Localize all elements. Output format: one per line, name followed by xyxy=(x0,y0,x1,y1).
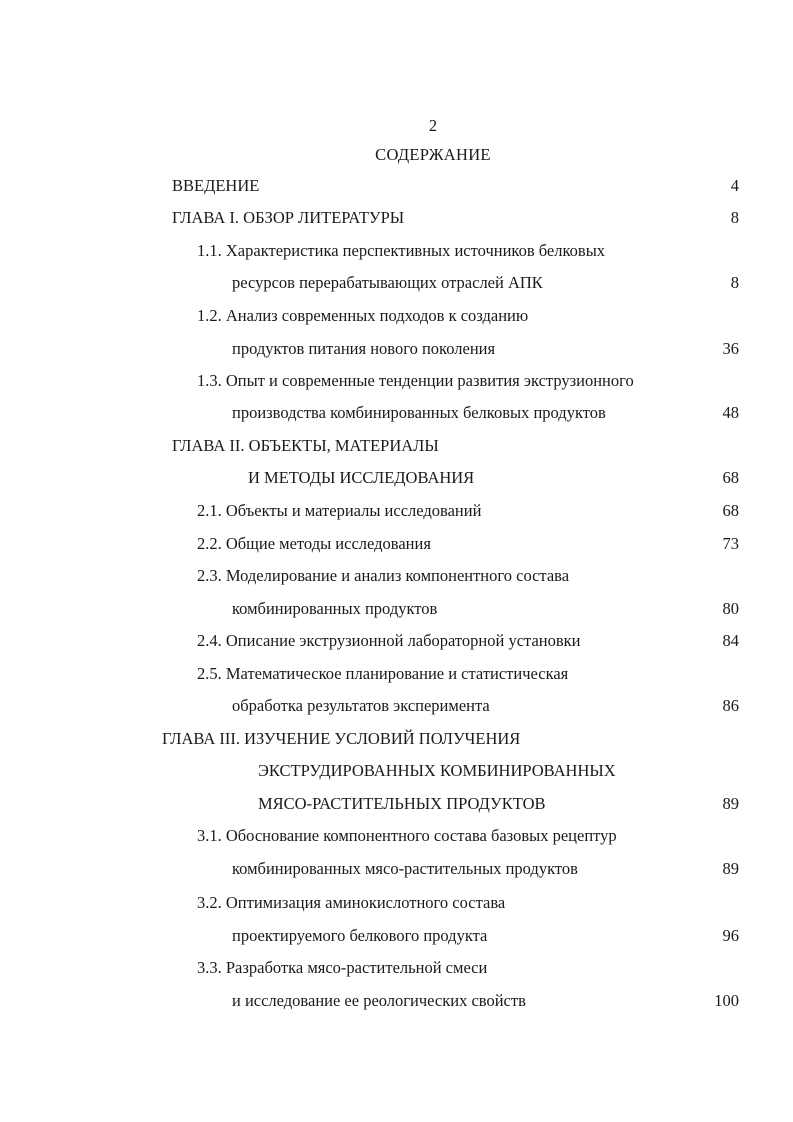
toc-ch3-line2: ЭКСТРУДИРОВАННЫХ КОМБИНИРОВАННЫХ xyxy=(258,761,616,780)
toc-3-1-line1: 3.1. Обоснование компонентного состава базовых рецептур xyxy=(197,826,617,845)
toc-1-2-line2: продуктов питания нового поколения xyxy=(232,339,496,358)
toc-3-2-page: 96 xyxy=(722,926,739,945)
toc-3-3-page: 100 xyxy=(714,991,739,1010)
toc-1-2-page: 36 xyxy=(722,339,739,358)
toc-ch3-page: 89 xyxy=(722,794,739,813)
page-title: СОДЕРЖАНИЕ xyxy=(375,145,491,164)
toc-3-2-line1: 3.2. Оптимизация аминокислотного состава xyxy=(197,893,506,912)
toc-3-3-line1: 3.3. Разработка мясо-растительной смеси xyxy=(197,958,488,977)
toc-1-3-page: 48 xyxy=(722,403,739,422)
toc-2-1-page: 68 xyxy=(722,501,739,520)
page-number: 2 xyxy=(428,116,438,135)
toc-2-3-page: 80 xyxy=(722,599,739,618)
toc-2-4-text: 2.4. Описание экструзионной лабораторной установки xyxy=(197,631,581,650)
toc-ch1-text: ГЛАВА I. ОБЗОР ЛИТЕРАТУРЫ xyxy=(172,208,405,227)
toc-ch3-line1: ГЛАВА III. ИЗУЧЕНИЕ УСЛОВИЙ ПОЛУЧЕНИЯ xyxy=(162,729,521,748)
toc-1-1-page: 8 xyxy=(730,273,739,292)
toc-1-3-line2: производства комбинированных белковых продуктов xyxy=(232,403,606,422)
toc-1-3-line1: 1.3. Опыт и современные тенденции развития экструзионного xyxy=(197,371,634,390)
toc-2-4-page: 84 xyxy=(722,631,739,650)
toc-1-1-line2: ресурсов перерабатывающих отраслей АПК xyxy=(232,273,543,292)
toc-3-1-line2: комбинированных мясо-растительных продуктов xyxy=(232,859,578,878)
toc-3-3-line2: и исследование ее реологических свойств xyxy=(232,991,526,1010)
toc-intro-page: 4 xyxy=(730,176,739,195)
toc-ch2-line1: ГЛАВА II. ОБЪЕКТЫ, МАТЕРИАЛЫ xyxy=(172,436,439,455)
toc-2-2-page: 73 xyxy=(722,534,739,553)
toc-2-3-line1: 2.3. Моделирование и анализ компонентного состава xyxy=(197,566,570,585)
toc-2-5-line2: обработка результатов эксперимента xyxy=(232,696,490,715)
toc-1-2-line1: 1.2. Анализ современных подходов к созданию xyxy=(197,306,529,325)
toc-intro-text: ВВЕДЕНИЕ xyxy=(172,176,260,195)
toc-ch1-page: 8 xyxy=(730,208,739,227)
toc-ch2-page: 68 xyxy=(722,468,739,487)
toc-1-1-line1: 1.1. Характеристика перспективных источников белковых xyxy=(197,241,606,260)
toc-ch2-line2: И МЕТОДЫ ИССЛЕДОВАНИЯ xyxy=(248,468,475,487)
toc-2-2-text: 2.2. Общие методы исследования xyxy=(197,534,431,553)
toc-2-5-line1: 2.5. Математическое планирование и статистическая xyxy=(197,664,569,683)
toc-3-2-line2: проектируемого белкового продукта xyxy=(232,926,488,945)
toc-2-3-line2: комбинированных продуктов xyxy=(232,599,438,618)
toc-3-1-page: 89 xyxy=(722,859,739,878)
toc-2-5-page: 86 xyxy=(722,696,739,715)
toc-ch3-line3: МЯСО-РАСТИТЕЛЬНЫХ ПРОДУКТОВ xyxy=(258,794,546,813)
toc-2-1-text: 2.1. Объекты и материалы исследований xyxy=(197,501,482,520)
